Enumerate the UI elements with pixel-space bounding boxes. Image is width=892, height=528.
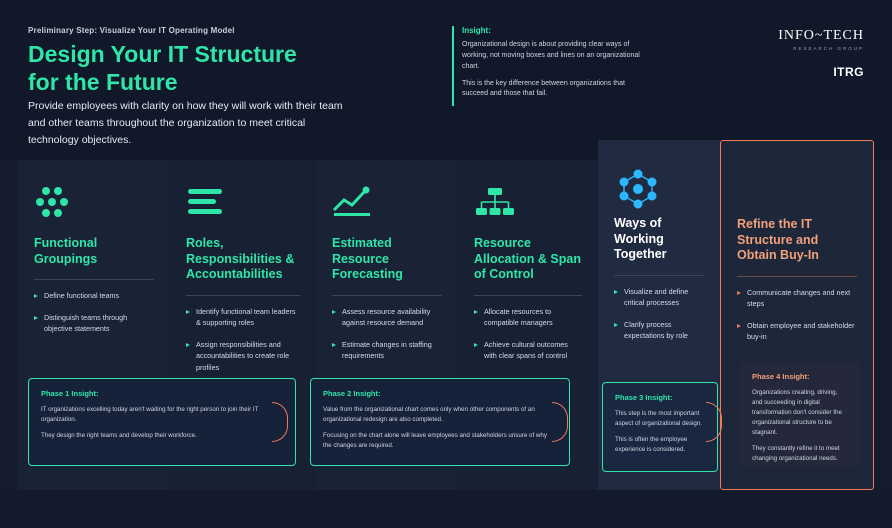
eyebrow-text: Preliminary Step: Visualize Your IT Operating Model: [28, 26, 235, 35]
dots-grid-icon: [34, 186, 154, 230]
brand-name: INFO~TECH: [778, 28, 864, 43]
phase-paragraph: They constantly refine it to meet changing organizational needs.: [752, 444, 840, 462]
phase-title: Phase 4 Insight:: [752, 372, 810, 381]
divider: [614, 275, 704, 276]
bottom-stripe: [0, 490, 892, 528]
column-bullet: Assign responsibilities and accountabilities to create role profiles: [186, 339, 300, 374]
header-insight-label: Insight:: [462, 26, 491, 35]
header: [0, 0, 892, 160]
org-tree-icon: [474, 186, 582, 230]
phase-paragraph: Organizations creating, driving, and succeeding in digital transformation don't consider the organizational structure to be stagnant.: [752, 389, 842, 436]
page-title-line1: Design Your IT Structure: [28, 41, 297, 67]
column-bullet: Achieve cultural outcomes with clear spans of control: [474, 339, 582, 362]
divider: [737, 276, 857, 277]
phase-paragraph: Value from the organizational chart comes only when other components of an organizational redesign are also completed.: [323, 406, 535, 423]
phase-paragraph: This is often the employee experience is considered.: [615, 435, 688, 453]
phase-title: Phase 2 Insight:: [323, 389, 381, 398]
column-bullet: Identify functional team leaders & supporting roles: [186, 306, 300, 329]
page-subtitle: Provide employees with clarity on how they will work with their team and other teams throughout the organization to meet critical technology objectives.: [28, 100, 343, 146]
column-bullet: Visualize and define critical processes: [614, 286, 704, 309]
brand-tagline: RESEARCH GROUP: [793, 46, 864, 51]
column-title: Functional Groupings: [34, 236, 98, 266]
header-insight-box: [452, 26, 642, 106]
phase-2-insight-card[interactable]: [310, 378, 570, 466]
phase-title: Phase 3 Insight:: [615, 393, 673, 402]
brand-itrg-logo: ITRG: [833, 65, 864, 79]
column-title: Estimated Resource Forecasting: [332, 236, 403, 282]
chart-trend-icon: [332, 186, 442, 230]
column-bullet: Define functional teams: [34, 290, 154, 302]
phase-paragraph: They design the right teams and develop their workforce.: [41, 431, 197, 439]
spacer: [737, 167, 857, 211]
phase-title: Phase 1 Insight:: [41, 389, 99, 398]
column-title: Roles, Responsibilities & Accountabilities: [186, 236, 295, 282]
divider: [474, 295, 582, 296]
page-title: [28, 40, 358, 96]
divider: [332, 295, 442, 296]
brand-logo: [778, 28, 864, 79]
divider: [34, 279, 154, 280]
column-bullet: Estimate changes in staffing requirements: [332, 339, 442, 362]
column-title: Refine the IT Structure and Obtain Buy-In: [737, 217, 819, 263]
column-bullet: Allocate resources to compatible managers: [474, 306, 582, 329]
phase-3-insight-card[interactable]: [602, 382, 718, 472]
column-bullet: Clarify process expectations by role: [614, 319, 704, 342]
network-nodes-icon: [614, 166, 704, 210]
column-bullet: Communicate changes and next steps: [737, 287, 857, 310]
page-title-line2: for the Future: [28, 69, 178, 96]
column-bullet: Obtain employee and stakeholder buy-in: [737, 320, 857, 343]
header-insight-paragraph-1: Organizational design is about providing clear ways of working, not moving boxes and lines on an organizational chart.: [462, 41, 640, 70]
header-insight-paragraph-2: This is the key difference between organizations that succeed and those that fail.: [462, 79, 625, 98]
column-title: Resource Allocation & Span of Control: [474, 236, 581, 282]
phase-paragraph: IT organizations excelling today aren't waiting for the right person to join their IT organization.: [41, 406, 259, 423]
column-bullet: Assess resource availability against resource demand: [332, 306, 442, 329]
column-bullet: Distinguish teams through objective statements: [34, 312, 154, 335]
phase-1-insight-card[interactable]: [28, 378, 296, 466]
divider: [186, 295, 300, 296]
phase-4-insight-card[interactable]: [740, 362, 860, 466]
column-title: Ways of Working Together: [614, 216, 667, 262]
phase-paragraph: Focusing on the chart alone will leave employees and stakeholders unsure of why the changes are required.: [323, 431, 547, 449]
list-lines-icon: [186, 186, 300, 230]
phase-paragraph: This step is the most important aspect of organizational design.: [615, 410, 703, 427]
